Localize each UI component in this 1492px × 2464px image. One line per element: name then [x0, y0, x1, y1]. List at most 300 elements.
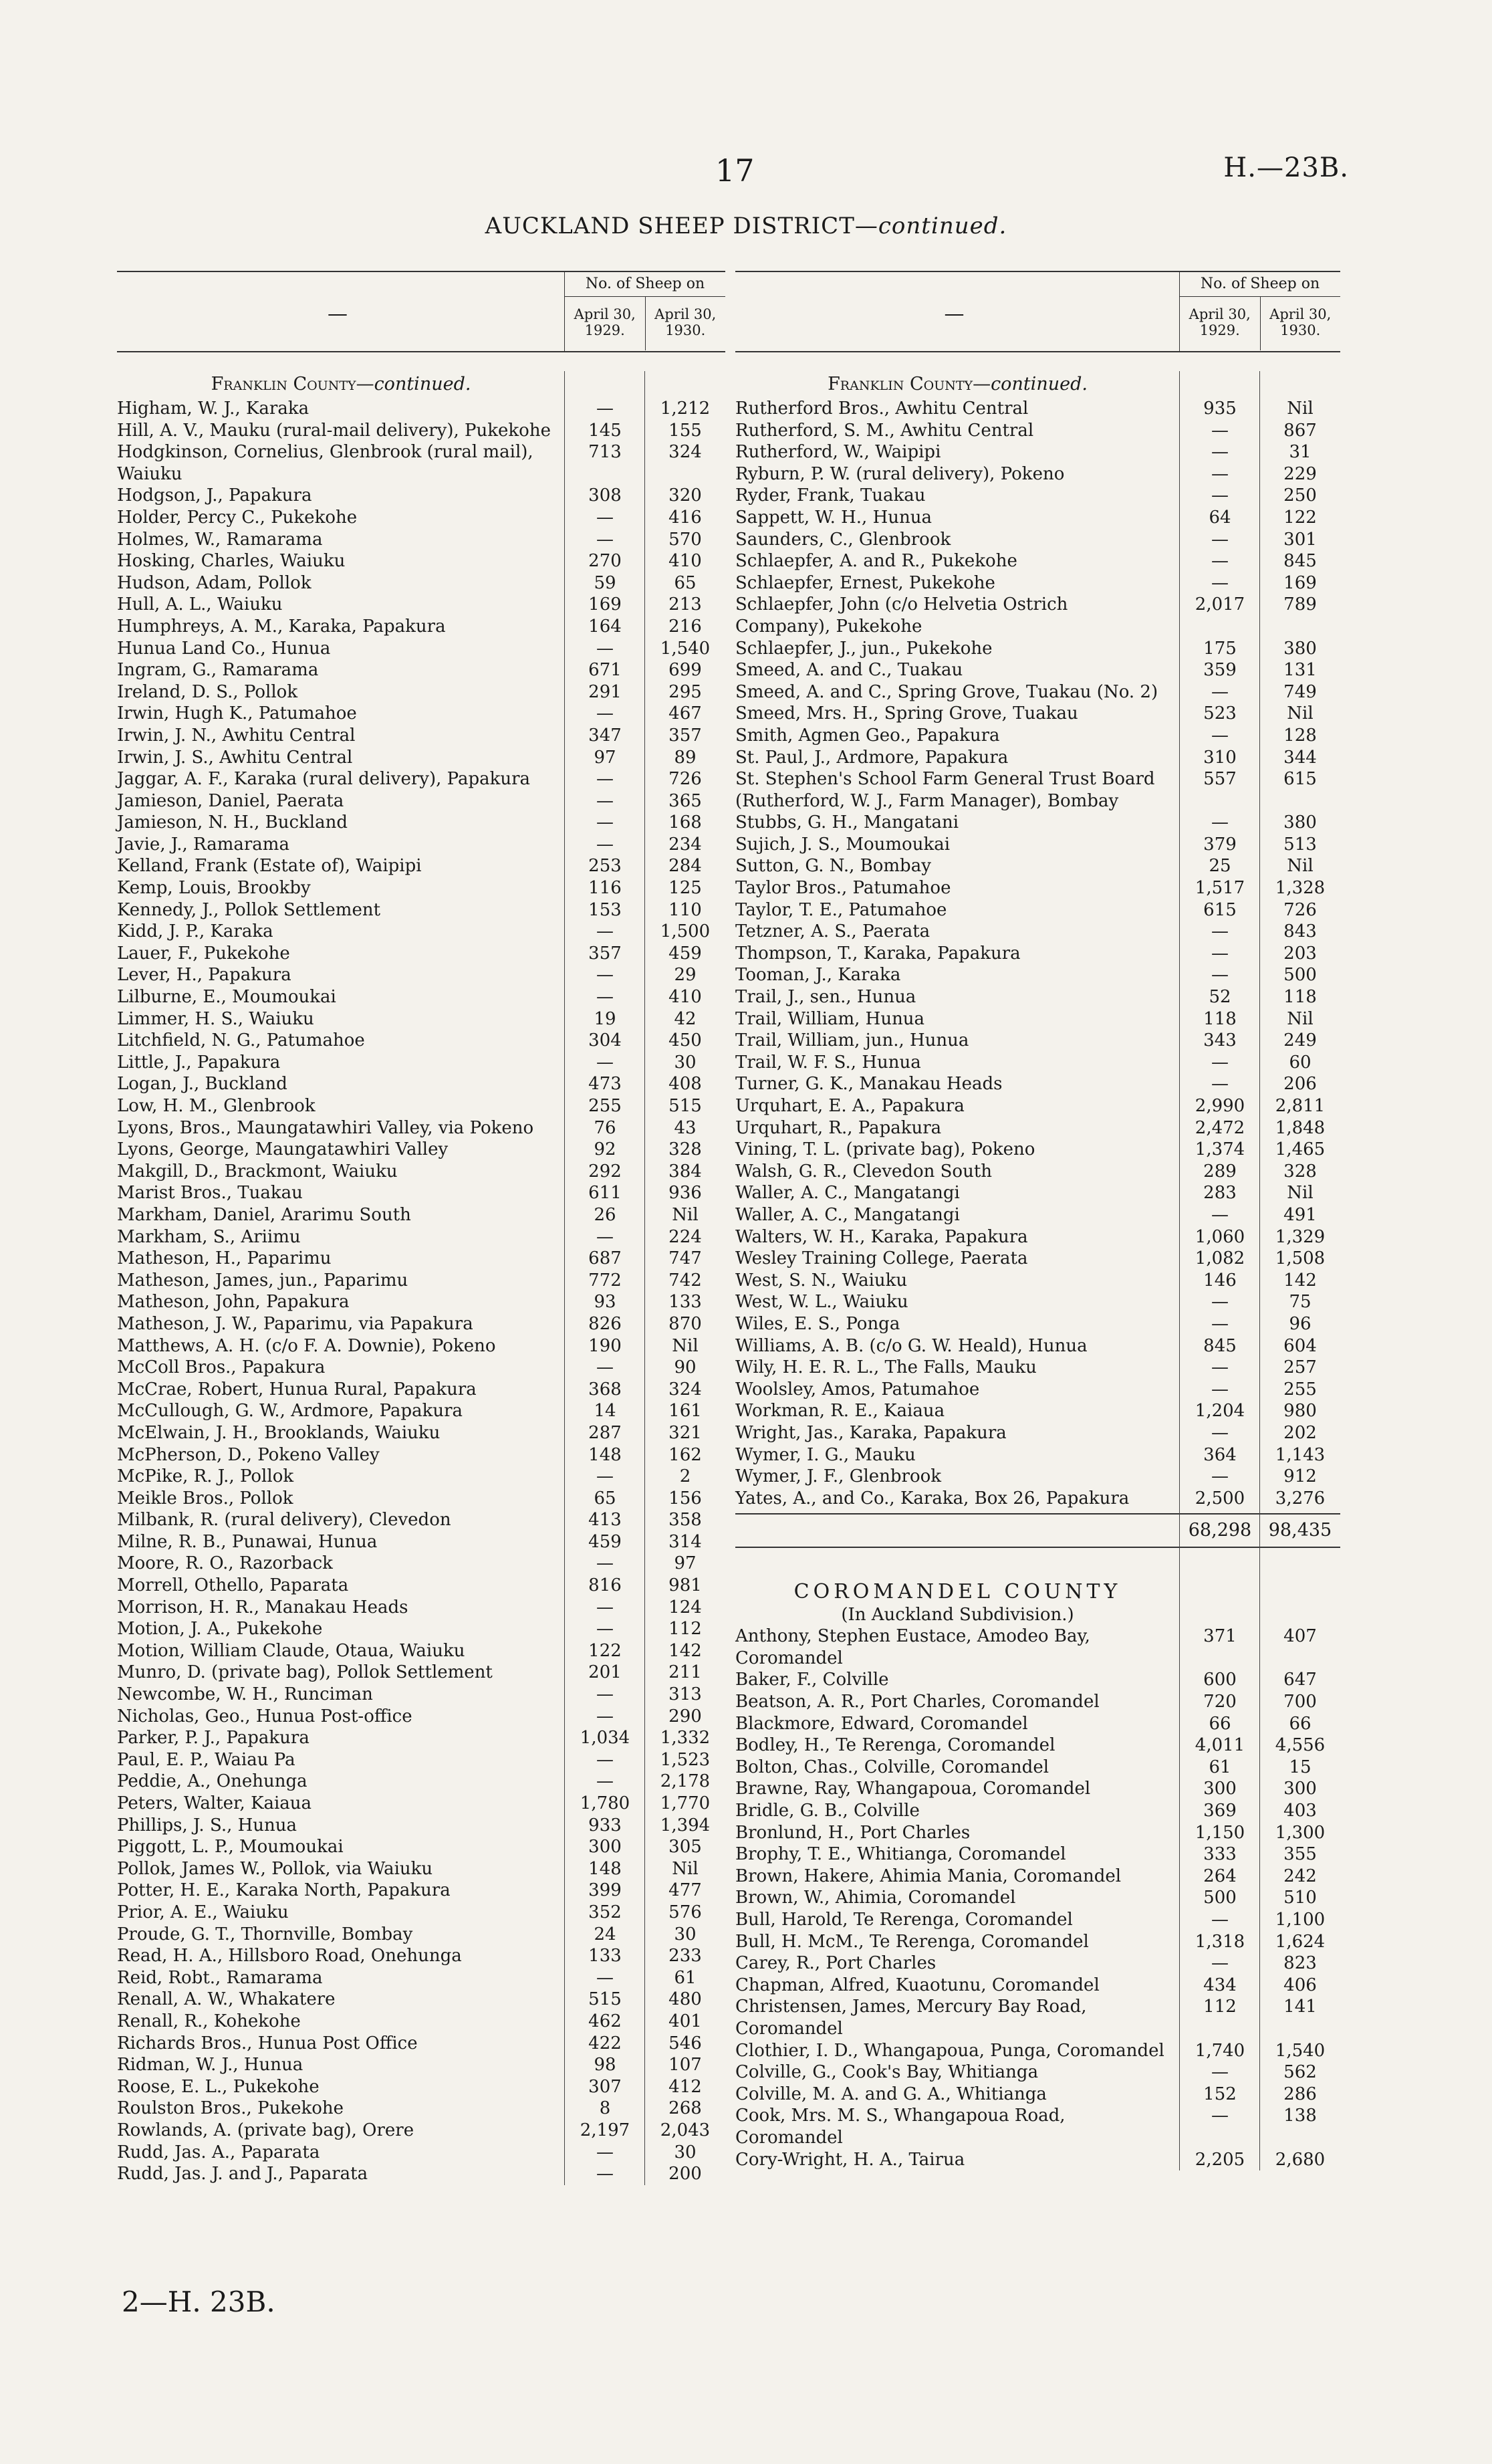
sheep-1930: 981: [668, 1575, 702, 1596]
sheep-1930: 384: [668, 1161, 702, 1182]
sheep-1930: 1,100: [1275, 1910, 1326, 1930]
table-row: [117, 1924, 725, 1946]
sheep-1930: 301: [1283, 529, 1317, 550]
sheep-1929: 2,197: [580, 2120, 630, 2140]
table-row: [117, 616, 725, 638]
owner-name: Waller, A. C., Mangatangi: [735, 1204, 960, 1225]
sheep-1930: 980: [1283, 1401, 1317, 1422]
sheep-1929: 2,017: [1195, 594, 1245, 615]
owner-name: Makgill, D., Brackmont, Waiuku: [117, 1161, 398, 1182]
owner-name: Bull, Harold, Te Rerenga, Coromandel: [735, 1910, 1073, 1930]
sheep-1929: 845: [1203, 1335, 1237, 1356]
sheep-1930: 416: [668, 507, 702, 528]
section-heading-coromandel: COROMANDEL COUNTY: [793, 1580, 1122, 1604]
table-row: [735, 768, 1340, 812]
table-row: [117, 1836, 725, 1858]
owner-name: Rutherford Bros., Awhitu Central: [735, 399, 1029, 419]
sheep-1929: 4,011: [1195, 1735, 1245, 1756]
owner-name: Williams, A. B. (c/o G. W. Heald), Hunua: [735, 1335, 1088, 1356]
sheep-1930: 30: [674, 2142, 697, 2162]
sheep-1930: 305: [668, 1837, 702, 1858]
sheep-1930: 110: [668, 899, 702, 920]
sheep-1929: 720: [1203, 1692, 1237, 1712]
owner-name: Irwin, Hugh K., Patumahoe: [117, 703, 357, 724]
header-dash: —: [944, 302, 965, 326]
sheep-1930: 155: [668, 420, 702, 441]
owner-name: Moore, R. O., Razorback: [117, 1553, 333, 1574]
sheep-1930: Nil: [1287, 703, 1314, 724]
sheep-1929: 304: [588, 1030, 622, 1051]
sheep-1930: 380: [1283, 638, 1317, 659]
table-row: [117, 1575, 725, 1597]
sheep-1929: —: [1211, 1357, 1229, 1378]
owner-name: Waller, A. C., Mangatangi: [735, 1183, 960, 1204]
sheep-1930: 870: [668, 1313, 702, 1334]
table-row: [117, 899, 725, 921]
sheep-1929: —: [596, 1597, 614, 1617]
sheep-1930: 358: [668, 1510, 702, 1531]
owner-name: Jamieson, N. H., Buckland: [117, 812, 348, 833]
owner-name: Jamieson, Daniel, Paerata: [117, 790, 344, 811]
sheep-1929: 152: [1203, 2084, 1237, 2104]
table-row: [117, 398, 725, 420]
sheep-1929: —: [596, 399, 614, 419]
sheep-1929: 671: [588, 660, 622, 681]
table-row: [735, 1734, 1340, 1757]
sheep-1929: 308: [588, 485, 622, 506]
sheep-1930: 2: [679, 1466, 691, 1487]
table-row: [735, 921, 1340, 943]
sheep-1929: 292: [588, 1161, 622, 1182]
owner-name: Milne, R. B., Punawai, Hunua: [117, 1531, 378, 1552]
sheep-1930: 546: [668, 2033, 702, 2053]
table-row: [735, 1117, 1340, 1139]
owner-name: Stubbs, G. H., Mangatani: [735, 812, 959, 833]
sheep-1930: 1,540: [1275, 2040, 1326, 2061]
sheep-1930: 412: [668, 2076, 702, 2097]
owner-name: Vining, T. L. (private bag), Pokeno: [735, 1139, 1035, 1160]
sheep-1930: 89: [674, 747, 697, 768]
table-row: [117, 1488, 725, 1510]
owner-name: Lever, H., Papakura: [117, 965, 291, 986]
table-row: [117, 1030, 725, 1052]
sheep-1930: 97: [674, 1553, 697, 1574]
owner-name: Bodley, H., Te Rerenga, Coromandel: [735, 1735, 1055, 1756]
sheep-1929: —: [596, 1684, 614, 1705]
sheep-1929: 66: [1209, 1713, 1231, 1734]
sheep-1930: 726: [668, 769, 702, 790]
sheep-1930: 216: [668, 616, 702, 637]
owner-name: Milbank, R. (rural delivery), Clevedon: [117, 1510, 451, 1531]
owner-name: McPherson, D., Pokeno Valley: [117, 1444, 380, 1465]
owner-name: Nicholas, Geo., Hunua Post-office: [117, 1706, 412, 1726]
sheep-1930: 410: [668, 551, 702, 572]
sheep-1930: 161: [668, 1401, 702, 1422]
table-row: [735, 1626, 1340, 1669]
sheep-1929: 52: [1209, 987, 1231, 1008]
sheep-1929: 1,374: [1195, 1139, 1245, 1160]
sheep-count-header: [564, 272, 725, 351]
table-row: [735, 1182, 1340, 1204]
table-row: [117, 2163, 725, 2185]
table-row: [735, 1488, 1340, 1510]
owner-name: Blackmore, Edward, Coromandel: [735, 1713, 1028, 1734]
sheep-1930: 2,680: [1275, 2149, 1326, 2170]
sheep-1930: Nil: [1287, 856, 1314, 877]
table-row: [735, 2149, 1340, 2171]
table-row: [735, 1713, 1340, 1735]
owner-name: Marist Bros., Tuakau: [117, 1183, 303, 1204]
owner-name: Roulston Bros., Pukekohe: [117, 2098, 344, 2119]
sheep-1930: 700: [1283, 1692, 1317, 1712]
owner-name: Pollok, James W., Pollok, via Waiuku: [117, 1858, 433, 1879]
sheep-1929: 343: [1203, 1030, 1237, 1051]
owner-name: Thompson, T., Karaka, Papakura: [735, 943, 1021, 964]
owner-name: Smeed, Mrs. H., Spring Grove, Tuakau: [735, 703, 1078, 724]
sheep-1930: 380: [1283, 812, 1317, 833]
owner-name: Tooman, J., Karaka: [735, 965, 901, 986]
section-heading: Franklin County—continued.: [211, 374, 471, 395]
owner-name: Chapman, Alfred, Kuaotunu, Coromandel: [735, 1975, 1100, 1995]
sheep-1930: 61: [674, 1967, 697, 1988]
sheep-1930: 355: [1283, 1844, 1317, 1865]
owner-name: Morrell, Othello, Paparata: [117, 1575, 349, 1596]
table-row: [117, 2076, 725, 2098]
table-row: [117, 2098, 725, 2120]
table-row: [735, 1669, 1340, 1691]
sheep-1930: 576: [668, 1902, 702, 1922]
owner-name: Rudd, Jas. A., Paparata: [117, 2142, 320, 2162]
sheep-1929: —: [1211, 812, 1229, 833]
owner-name: Rutherford, S. M., Awhitu Central: [735, 420, 1034, 441]
table-row: [117, 507, 725, 529]
owner-name: Higham, W. J., Karaka: [117, 399, 309, 419]
sheep-1929: —: [1211, 1466, 1229, 1487]
owner-name: Holmes, W., Ramarama: [117, 529, 323, 550]
sheep-1929: 148: [588, 1444, 622, 1465]
owner-name: Schlaepfer, John (c/o Helvetia Ostrich Company), Pukekohe: [735, 594, 1068, 637]
table-row: [117, 1727, 725, 1749]
sheep-1929: 826: [588, 1313, 622, 1334]
sheep-1929: 153: [588, 899, 622, 920]
page-title: AUCKLAND SHEEP DISTRICT—continued.: [485, 213, 1007, 239]
sheep-1929: 26: [594, 1204, 616, 1225]
sheep-1930: 141: [1283, 1997, 1317, 2017]
sheep-1930: 742: [668, 1270, 702, 1291]
header-1930: April 30, 1930.: [1260, 297, 1341, 350]
sheep-1929: 2,990: [1195, 1096, 1245, 1116]
owner-name: Trail, W. F. S., Hunua: [735, 1052, 921, 1073]
sheep-1930: 128: [1283, 725, 1317, 746]
sheep-1929: 1,318: [1195, 1931, 1245, 1952]
section-heading: Franklin County—continued.: [828, 374, 1088, 395]
table-row: [735, 1270, 1340, 1292]
table-row: [735, 1161, 1340, 1183]
owner-name: Wymer, J. F., Glenbrook: [735, 1466, 942, 1487]
table-row: [117, 2011, 725, 2033]
sheep-1930: 96: [1289, 1313, 1312, 1334]
sheep-1929: —: [596, 703, 614, 724]
owner-name: Turner, G. K., Manakau Heads: [735, 1074, 1003, 1095]
sheep-1930: Nil: [1287, 1183, 1314, 1204]
sheep-1930: 250: [1283, 485, 1317, 506]
owner-name: Baker, F., Colville: [735, 1670, 889, 1690]
table-row: [735, 1379, 1340, 1401]
table-row: [117, 768, 725, 790]
sheep-1929: 175: [1203, 638, 1237, 659]
sheep-1930: 459: [668, 943, 702, 964]
section-subheading: (In Auckland Subdivision.): [841, 1605, 1074, 1626]
sheep-1929: —: [1211, 681, 1229, 702]
owner-name: Richards Bros., Hunua Post Office: [117, 2033, 418, 2053]
table-row: [735, 398, 1340, 420]
sheep-1930: 328: [668, 1139, 702, 1160]
header-1929: April 30, 1929.: [1189, 306, 1251, 338]
sheep-1929: —: [1211, 1313, 1229, 1334]
sheep-1929: 515: [588, 1989, 622, 2010]
sheep-1929: —: [596, 1749, 614, 1770]
sheep-1930: Nil: [1287, 399, 1314, 419]
owner-name: Javie, J., Ramarama: [117, 834, 289, 855]
sheep-1930: 936: [668, 1183, 702, 1204]
sheep-1930: 224: [668, 1226, 702, 1247]
sheep-1930: Nil: [672, 1335, 699, 1356]
sheep-1930: 450: [668, 1030, 702, 1051]
owner-name: Kemp, Louis, Brookby: [117, 878, 311, 899]
sheep-1930: 90: [674, 1357, 697, 1378]
sheep-1929: 291: [588, 681, 622, 702]
owner-name: St. Stephen's School Farm General Trust Board (Rutherford, W. J., Farm Manager), Bombay: [735, 769, 1155, 811]
table-row: [117, 943, 725, 965]
sheep-1929: 255: [588, 1096, 622, 1116]
table-row: [117, 1531, 725, 1553]
table-row: [735, 1204, 1340, 1226]
table-row: [735, 1313, 1340, 1335]
table-row: [735, 1335, 1340, 1357]
table-row: [117, 1335, 725, 1357]
sheep-1929: 434: [1203, 1975, 1237, 1995]
sheep-1929: 169: [588, 594, 622, 615]
owner-name: Matheson, J. W., Paparimu, via Papakura: [117, 1313, 473, 1334]
table-row: [117, 1793, 725, 1815]
sheep-1930: 2,178: [660, 1771, 711, 1792]
table-row: [735, 420, 1340, 442]
sheep-1930: 107: [668, 2055, 702, 2076]
owner-name: Logan, J., Buckland: [117, 1074, 287, 1095]
sheep-1930: 357: [668, 725, 702, 746]
document-reference: H.—23B.: [1223, 152, 1349, 183]
table-row: [117, 1291, 725, 1313]
sheep-1929: 2,205: [1195, 2149, 1245, 2170]
sheep-1929: —: [1211, 1074, 1229, 1095]
sheep-1930: 1,500: [660, 921, 711, 942]
sheep-1930: 118: [1283, 987, 1317, 1008]
table-row: [117, 1880, 725, 1902]
sheep-1930: 480: [668, 1989, 702, 2010]
sheep-count-header: [1179, 272, 1340, 351]
sheep-1930: 295: [668, 681, 702, 702]
table-row: [735, 550, 1340, 572]
owner-name: West, W. L., Waiuku: [735, 1292, 908, 1313]
sheep-1930: 408: [668, 1074, 702, 1095]
sheep-1930: 131: [1283, 660, 1317, 681]
sheep-1930: 2,043: [660, 2120, 711, 2140]
sheep-1930: 615: [1283, 769, 1317, 790]
sheep-1930: 124: [668, 1597, 702, 1617]
table-row: [735, 463, 1340, 485]
table-row: [117, 1989, 725, 2011]
sheep-1929: —: [596, 2164, 614, 2185]
owner-name: Schlaepfer, Ernest, Pukekohe: [735, 572, 995, 593]
owner-name: Hill, A. V., Mauku (rural-mail delivery), Pukekohe: [117, 420, 551, 441]
sheep-1930: 867: [1283, 420, 1317, 441]
table-row: [735, 1909, 1340, 1931]
owner-name: Colville, G., Cook's Bay, Whitianga: [735, 2062, 1039, 2083]
owner-name: Bridle, G. B., Colville: [735, 1801, 920, 1821]
sheep-1929: —: [596, 1553, 614, 1574]
sheep-1929: —: [596, 1226, 614, 1247]
owner-name: Urquhart, E. A., Papakura: [735, 1096, 965, 1116]
owner-name: Walsh, G. R., Clevedon South: [735, 1161, 993, 1182]
sheep-1929: —: [1211, 2106, 1229, 2126]
sheep-1930: 845: [1283, 551, 1317, 572]
owner-name: Schlaepfer, J., jun., Pukekohe: [735, 638, 993, 659]
sheep-1929: —: [1211, 1292, 1229, 1313]
sheep-1929: 364: [1203, 1444, 1237, 1465]
owner-name: Colville, M. A. and G. A., Whitianga: [735, 2084, 1047, 2104]
sheep-1930: 324: [668, 442, 702, 463]
sheep-1930: 75: [1289, 1292, 1312, 1313]
sheep-1929: —: [596, 638, 614, 659]
sheep-1930: 562: [1283, 2062, 1317, 2083]
sheep-1929: 14: [594, 1401, 616, 1422]
sheep-1930: 570: [668, 529, 702, 550]
table-row: [117, 1073, 725, 1095]
sheep-1929: —: [596, 812, 614, 833]
owner-name: Sujich, J. S., Moumoukai: [735, 834, 951, 855]
table-header: [735, 271, 1340, 352]
sheep-1930: 31: [1289, 442, 1312, 463]
sheep-1930: 1,523: [660, 1749, 711, 1770]
table-row: [117, 877, 725, 899]
sheep-1930: 1,328: [1275, 878, 1326, 899]
sheep-1930: Nil: [672, 1858, 699, 1879]
sheep-1929: 413: [588, 1510, 622, 1531]
sheep-1929: 557: [1203, 769, 1237, 790]
owner-name: St. Paul, J., Ardmore, Papakura: [735, 747, 1009, 768]
table-row: [117, 1008, 725, 1030]
table-row: [735, 507, 1340, 529]
owner-name: Ryburn, P. W. (rural delivery), Pokeno: [735, 463, 1065, 484]
owner-name: Hosking, Charles, Waiuku: [117, 551, 346, 572]
sheep-1929: 300: [588, 1837, 622, 1858]
table-row: [735, 1757, 1340, 1779]
owner-name: Lilburne, E., Moumoukai: [117, 987, 336, 1008]
sheep-1930: 206: [1283, 1074, 1317, 1095]
table-row: [735, 441, 1340, 463]
sheep-1930: 313: [668, 1684, 702, 1705]
sheep-1929: 164: [588, 616, 622, 637]
table-row: [117, 1379, 725, 1401]
owner-name: Prior, A. E., Waiuku: [117, 1902, 289, 1922]
sheep-1929: 116: [588, 878, 622, 899]
table-row: [117, 485, 725, 507]
owner-name: Renall, R., Kohekohe: [117, 2011, 301, 2031]
table-row: [735, 2061, 1340, 2084]
sheep-1930: 15: [1289, 1757, 1312, 1777]
owner-name: Markham, S., Ariimu: [117, 1226, 301, 1247]
sheep-1930: 42: [674, 1008, 697, 1029]
table-row: [117, 1400, 725, 1422]
table-row: [735, 1226, 1340, 1248]
sheep-1929: —: [596, 1357, 614, 1378]
sheep-1930: 30: [674, 1052, 697, 1073]
sheep-1929: —: [1211, 485, 1229, 506]
table-row: [117, 1466, 725, 1488]
sheep-1930: 133: [668, 1292, 702, 1313]
sheep-1930: 142: [668, 1640, 702, 1661]
table-row: [735, 1887, 1340, 1909]
sheep-1929: 112: [1203, 1997, 1237, 2017]
sheep-1930: 406: [1283, 1975, 1317, 1995]
sheep-1929: 65: [594, 1488, 616, 1508]
table-row: [117, 1749, 725, 1771]
sheep-1929: 2,500: [1195, 1488, 1245, 1508]
sheep-1929: 371: [1203, 1626, 1237, 1647]
owner-name: Roose, E. L., Pukekohe: [117, 2076, 320, 2097]
table-row: [735, 703, 1340, 725]
owner-name: Carey, R., Port Charles: [735, 1953, 937, 1974]
sheep-1929: —: [596, 769, 614, 790]
sheep-1930: 138: [1283, 2106, 1317, 2126]
owner-name: McCrae, Robert, Hunua Rural, Papakura: [117, 1379, 477, 1399]
table-row: [735, 1444, 1340, 1466]
sheep-1929: 76: [594, 1117, 616, 1138]
sheep-1929: 379: [1203, 834, 1237, 855]
owner-name: Jaggar, A. F., Karaka (rural delivery), Papakura: [117, 769, 531, 790]
owner-name: Schlaepfer, A. and R., Pukekohe: [735, 551, 1017, 572]
sheep-1930: 4,556: [1275, 1735, 1326, 1756]
table-row: [735, 834, 1340, 856]
sheep-1930: 286: [1283, 2084, 1317, 2104]
sheep-1930: 747: [668, 1248, 702, 1269]
table-row: [735, 964, 1340, 986]
owner-name: Trail, J., sen., Hunua: [735, 987, 916, 1008]
table-row: [117, 703, 725, 725]
sheep-1930: 912: [1283, 1466, 1317, 1487]
owner-name: Holder, Percy C., Pukekohe: [117, 507, 358, 528]
table-row: [117, 921, 725, 943]
sheep-1929: 61: [1209, 1757, 1231, 1777]
sheep-1929: 283: [1203, 1183, 1237, 1204]
table-row: [117, 441, 725, 485]
sheep-1929: 523: [1203, 703, 1237, 724]
table-row: [735, 1291, 1340, 1313]
table-row: [117, 1313, 725, 1335]
table-row: [117, 747, 725, 769]
sheep-1930: 1,770: [660, 1793, 711, 1813]
sheep-1929: —: [1211, 463, 1229, 484]
sheep-1929: —: [596, 1619, 614, 1640]
sheep-1930: 403: [1283, 1801, 1317, 1821]
sheep-1929: 357: [588, 943, 622, 964]
table-row: [735, 725, 1340, 747]
table-row: [735, 1400, 1340, 1422]
sheep-1930: 142: [1283, 1270, 1317, 1291]
sheep-1930: 320: [668, 485, 702, 506]
table-row: [117, 2033, 725, 2055]
owner-name: Trail, William, jun., Hunua: [735, 1030, 969, 1051]
